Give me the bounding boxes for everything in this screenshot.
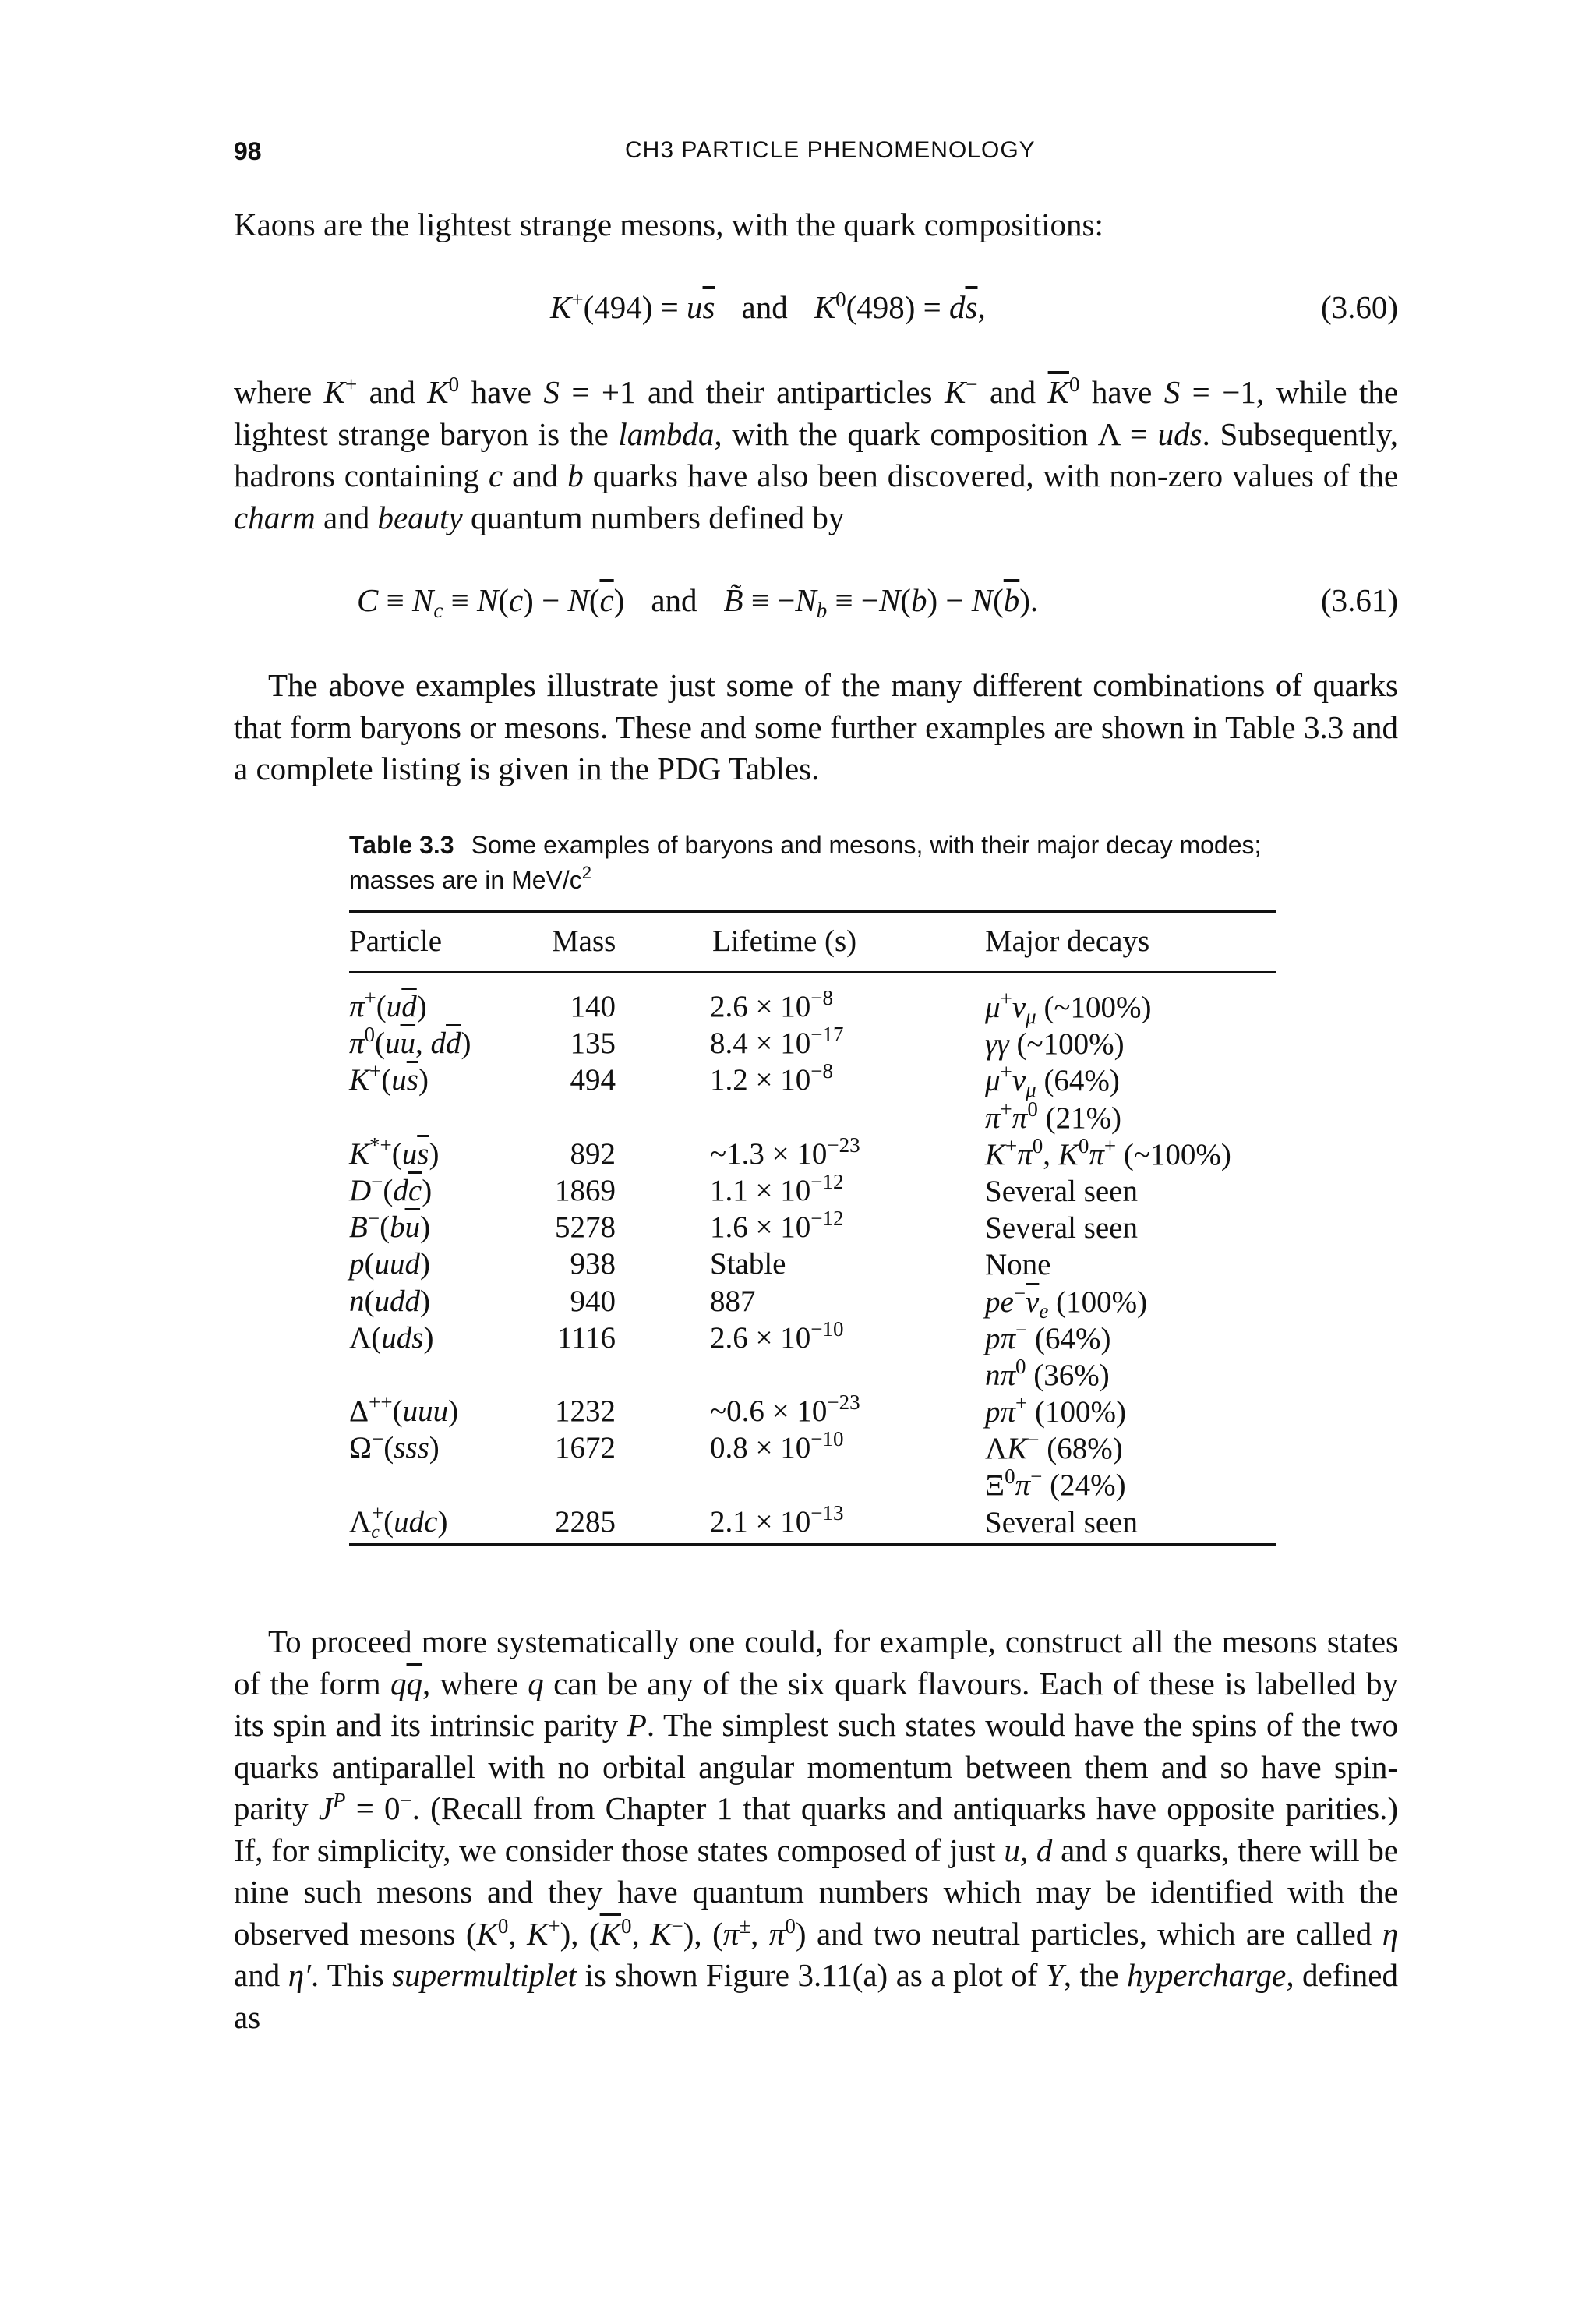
table-row [349, 986, 1276, 1028]
lifetime-cell: $1.2 \times 10^{-8}$ [710, 1059, 833, 1097]
mass-cell: 2285 [555, 1504, 616, 1539]
table-label: Table 3.3 [349, 831, 454, 859]
decays-cell: ΛK− (68%) $\Xi^0\pi^-$ (24%) [985, 1428, 1126, 1503]
decays-cell: γγ (~100%) [985, 1027, 1125, 1062]
lifetime-cell: $8.4 \times 10^{-17}$ [710, 1023, 844, 1061]
mass-cell: 1672 [555, 1431, 616, 1465]
particle-cell: Ω−(sss) [349, 1427, 440, 1465]
lifetime-cell: $1.1 \times 10^{-12}$ [710, 1169, 844, 1207]
particle-cell: p(uud) [349, 1247, 430, 1281]
header-lifetime: Lifetime (s) [712, 924, 857, 958]
lifetime-cell: $2.6 \times 10^{-10}$ [710, 1316, 844, 1355]
particle-table [349, 910, 1276, 1546]
lifetime-cell: $1.6 \times 10^{-12}$ [710, 1207, 844, 1245]
equation-3-60 [234, 288, 1398, 335]
particle-cell: $B^-(b\overline{u})$ [349, 1207, 431, 1245]
paragraph-combinations: The above examples illustrate just some of the many different combinations of quarks that form baryons or mesons. These and some further examples are shown in Table 3.3 and a complete listing is given in the PDG Tables. [234, 667, 1398, 786]
paragraph-kaons: Kaons are the lightest strange mesons, with the quark compositions: [234, 207, 1103, 242]
decays-cell: Several seen [985, 1174, 1138, 1208]
lifetime-cell: $2.1 \times 10^{-13}$ [710, 1500, 844, 1539]
particle-cell: $K^+(u\overline{s})$ [349, 1059, 429, 1097]
header-particle: Particle [349, 924, 443, 958]
particle-cell: $D^-(d\overline{c})$ [349, 1169, 433, 1207]
equation-3-61 [234, 581, 1398, 628]
lifetime-cell: Stable [710, 1247, 786, 1281]
decays-cell: $K^+\pi^0$, $K^0\pi^+$ (~100%) [985, 1133, 1231, 1171]
table-row [349, 1169, 1276, 1210]
table-row [349, 1246, 1276, 1283]
header-decays: Major decays [985, 924, 1150, 958]
paragraph-supermultiplet: To proceed more systematically one could, for example, construct all the mesons states of the form $q\overline{q}$, where q can be any of the six quark flavours. Each of these is labelled by its spin and its intrinsic parity P. The simplest such states would have the spins of the two quarks antiparallel with no orbital angular momentum between them and so have spin-parity $J^P = 0^-$. (Recall from Chapter 1 that quarks and antiquarks have opposite parities.) If, for simplicity, we consider those states composed of just u, d and s quarks, there will be nine such mesons and they have quantum numbers which may be identified with the observed mesons ($K^0$, K+), ($\overline{K}^0$, K−), (π±, $\pi^0$) and two neutral particles, which are called η and η′. This supermultiplet is shown Figure 3.11(a) as a plot of Y, the hypercharge, defined as [234, 1624, 1399, 2035]
mass-cell: 940 [570, 1284, 616, 1318]
particle-cell: Δ++(uuu) [349, 1390, 459, 1429]
table-row [349, 1059, 1276, 1136]
particle-cell: $\Lambda_c^+(udc)$ [349, 1500, 448, 1542]
decays-cell: Several seen [985, 1211, 1138, 1246]
particle-cell: $K^{*+}(u\overline{s})$ [349, 1132, 440, 1171]
mass-cell: 1232 [555, 1394, 616, 1429]
lifetime-cell: 887 [710, 1284, 756, 1318]
mass-cell: 1116 [556, 1320, 616, 1355]
decays-cell: Several seen [985, 1505, 1138, 1539]
header-mass: Mass [552, 924, 616, 958]
particle-cell: Λ(uds) [349, 1320, 434, 1355]
decays-cell: pπ+ (100%) [985, 1391, 1126, 1429]
decays-cell: $pe^-\overline{\nu}_e$ (100%) [985, 1281, 1148, 1323]
table-row [349, 1427, 1276, 1504]
equation-3-61-body: $C \equiv N_c \equiv N(c) - N(\overline{c})$ and B̃ ≡ $-N_b \equiv -N(b) - N(\overline{b})$. [357, 582, 1039, 622]
table-row [349, 1500, 1276, 1542]
table-row [349, 1207, 1276, 1246]
mass-cell: 140 [570, 990, 616, 1023]
equation-number: (3.60) [1320, 289, 1398, 325]
mass-cell: 135 [570, 1026, 616, 1061]
table-body [349, 986, 1276, 1542]
mass-cell: 494 [570, 1063, 616, 1097]
mass-cell: 938 [570, 1247, 616, 1281]
equation-number: (3.61) [1320, 582, 1398, 618]
lifetime-cell: ~1.3 × $10^{-23}$ [710, 1132, 860, 1171]
equation-3-60-body: $K^+(494) = u\overline{s}$ and $K^0(498) = d\overline{s}$, [550, 288, 986, 325]
table-top-rule [349, 910, 1276, 913]
decays-cell: $\mu^+\nu_\mu$ (64%) $\pi^+\pi^0$ (21%) [985, 1060, 1122, 1135]
lifetime-cell: ~0.6 × $10^{-23}$ [710, 1390, 860, 1429]
table-bottom-rule [349, 1543, 1276, 1546]
decays-cell: None [985, 1248, 1051, 1282]
table-row [349, 1023, 1276, 1062]
running-head [234, 137, 1398, 171]
table-row [349, 1132, 1276, 1173]
decays-cell: $\mu^+\nu_\mu$ (~100%) [985, 987, 1152, 1028]
particle-cell: $\pi^0(u\overline{u}$, $d\overline{d}$) [349, 1023, 471, 1061]
paragraph-strangeness: where K+ and $K^0$ have S = +1 and their antiparticles K− and $\overline{K}^0$ have S = −1, while the lightest strange baryon is the lambda, with the quark composition Λ = uds. Subsequently, hadrons containing c and b quarks have also been discovered, with non-zero values of the charm and beauty quantum numbers defined by [234, 373, 1399, 535]
table-row [349, 1316, 1276, 1394]
mass-cell: 5278 [555, 1210, 616, 1245]
particle-cell: n(udd) [349, 1284, 430, 1318]
decays-cell: pπ− (64%) $n\pi^0$ (36%) [985, 1317, 1111, 1392]
table-header-rule [349, 971, 1276, 973]
table-caption: Table 3.3 Some examples of baryons and mesons, with their major decay modes; masses are in MeV/$c^2$ [349, 831, 1262, 894]
mass-cell: 892 [570, 1136, 616, 1171]
particle-cell: $\pi^+(u\overline{d})$ [349, 986, 427, 1023]
mass-cell: 1869 [555, 1173, 616, 1207]
table-row [349, 1281, 1276, 1323]
table-row [349, 1390, 1276, 1430]
table-caption-text: Some examples of baryons and mesons, with their major decay modes; masses are in MeV/c [349, 831, 1262, 894]
lifetime-cell: $2.6 \times 10^{-8}$ [710, 986, 833, 1023]
table-header-row [349, 924, 1276, 963]
chapter-title: CH3 PARTICLE PHENOMENOLOGY [625, 137, 1036, 163]
page-number: 98 [234, 137, 262, 165]
lifetime-cell: $0.8 \times 10^{-10}$ [710, 1427, 844, 1465]
